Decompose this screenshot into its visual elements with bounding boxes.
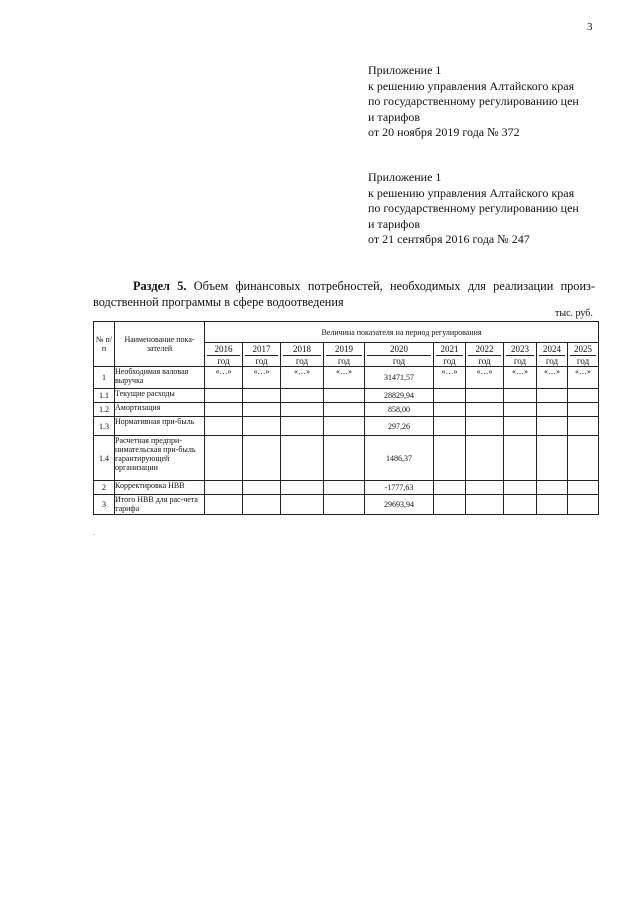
value-empty: [324, 403, 365, 417]
year-header-2018: [281, 343, 324, 367]
table-row: [94, 417, 599, 436]
page-number: 3: [587, 21, 593, 33]
year-unit-label: год: [539, 355, 565, 366]
value-empty: [466, 436, 504, 481]
row-indicator-name: Корректировка НВВ: [115, 481, 205, 495]
period-header: Величина показателя на период регулирования: [205, 322, 599, 343]
value-2020: 858,00: [365, 403, 434, 417]
row-indicator-name: Необходимая валовая выручка: [115, 367, 205, 389]
value-placeholder: «…»: [324, 367, 365, 389]
appendix-line: от 21 сентября 2016 года № 247: [368, 232, 530, 246]
year-label: 2021: [440, 343, 459, 354]
appendix-line: по государственному регулированию цен: [368, 201, 579, 215]
appendix-header-original: [368, 170, 579, 248]
value-empty: [281, 403, 324, 417]
stray-mark: .: [93, 528, 95, 537]
year-header-2021: [434, 343, 466, 367]
value-empty: [434, 436, 466, 481]
year-label: 2022: [475, 343, 494, 354]
financial-needs-table: [93, 321, 599, 515]
value-empty: [568, 495, 599, 515]
appendix-line: по государственному регулированию цен: [368, 94, 579, 108]
year-label: 2020: [390, 343, 408, 354]
year-header-2022: [466, 343, 504, 367]
row-indicator-name: Нормативная при-быль: [115, 417, 205, 436]
value-empty: [205, 495, 243, 515]
value-empty: [281, 389, 324, 403]
year-unit-label: год: [245, 355, 278, 366]
year-header-2025: [568, 343, 599, 367]
year-unit-label: год: [436, 355, 463, 366]
year-unit-label: год: [468, 355, 501, 366]
section-title-continuation: водственной программы в сфере водоотведения: [93, 294, 344, 309]
appendix-line: к решению управления Алтайского края: [368, 185, 575, 200]
value-empty: [243, 403, 281, 417]
value-empty: [434, 481, 466, 495]
table-row: [94, 495, 599, 515]
value-empty: [434, 403, 466, 417]
row-indicator-name: Текущие расходы: [115, 389, 205, 403]
value-empty: [243, 495, 281, 515]
value-empty: [324, 495, 365, 515]
value-empty: [205, 436, 243, 481]
appendix-line: Приложение 1: [368, 170, 442, 184]
table-row: [94, 481, 599, 495]
value-2020: 31471,57: [365, 367, 434, 389]
value-empty: [434, 389, 466, 403]
value-empty: [537, 495, 568, 515]
value-empty: [205, 417, 243, 436]
appendix-line: и тарифов: [368, 216, 421, 231]
value-placeholder: «…»: [243, 367, 281, 389]
value-empty: [537, 417, 568, 436]
appendix-header-current: [368, 63, 579, 141]
value-empty: [281, 436, 324, 481]
value-empty: [568, 403, 599, 417]
value-empty: [205, 389, 243, 403]
value-2020: 1486,37: [365, 436, 434, 481]
value-empty: [281, 481, 324, 495]
value-empty: [324, 436, 365, 481]
value-empty: [537, 389, 568, 403]
row-number: 1.4: [94, 436, 115, 481]
row-indicator-name: Расчетная предпри-нимательская при-быль гарантирующей организации: [115, 436, 205, 481]
year-label: 2019: [335, 343, 353, 354]
appendix-line: к решению управления Алтайского края: [368, 78, 575, 93]
year-unit-label: год: [506, 355, 534, 366]
value-2020: 297,26: [365, 417, 434, 436]
value-2020: -1777,63: [365, 481, 434, 495]
table-row: [94, 403, 599, 417]
year-label: 2017: [252, 343, 271, 354]
value-2020: 28829,94: [365, 389, 434, 403]
year-unit-label: год: [367, 355, 431, 366]
year-header-2023: [504, 343, 537, 367]
table-row: [94, 367, 599, 389]
appendix-line: Приложение 1: [368, 63, 442, 77]
value-empty: [324, 389, 365, 403]
value-empty: [537, 481, 568, 495]
section-label: Раздел 5.: [133, 279, 187, 293]
row-number: 3: [94, 495, 115, 515]
year-unit-label: год: [283, 355, 321, 366]
year-label: 2023: [511, 343, 529, 354]
value-empty: [243, 481, 281, 495]
table-row: [94, 436, 599, 481]
year-label: 2024: [543, 343, 561, 354]
value-empty: [466, 495, 504, 515]
row-number: 2: [94, 481, 115, 495]
appendix-line: от 20 ноября 2019 года № 372: [368, 125, 520, 139]
value-placeholder: «…»: [466, 367, 504, 389]
row-indicator-name: Амортизация: [115, 403, 205, 417]
value-empty: [504, 481, 537, 495]
year-unit-label: год: [326, 355, 362, 366]
value-empty: [243, 436, 281, 481]
value-placeholder: «…»: [281, 367, 324, 389]
table-row: [94, 389, 599, 403]
year-header-2017: [243, 343, 281, 367]
value-empty: [324, 417, 365, 436]
value-placeholder: «…»: [205, 367, 243, 389]
value-empty: [504, 436, 537, 481]
year-label: 2025: [574, 343, 593, 354]
col-name-header: Наименование пока-зателей: [115, 322, 205, 367]
year-label: 2016: [214, 343, 233, 354]
value-empty: [434, 495, 466, 515]
value-empty: [281, 417, 324, 436]
year-header-2024: [537, 343, 568, 367]
value-empty: [568, 417, 599, 436]
year-label: 2018: [293, 343, 311, 354]
value-empty: [434, 417, 466, 436]
value-2020: 29693,94: [365, 495, 434, 515]
section-title: [93, 279, 595, 310]
value-empty: [466, 417, 504, 436]
year-header-2019: [324, 343, 365, 367]
value-empty: [243, 417, 281, 436]
year-header-2020: [365, 343, 434, 367]
value-empty: [504, 495, 537, 515]
value-empty: [537, 403, 568, 417]
appendix-line: и тарифов: [368, 109, 421, 124]
table-body: [94, 367, 599, 515]
value-empty: [504, 417, 537, 436]
value-placeholder: «…»: [504, 367, 537, 389]
value-empty: [243, 389, 281, 403]
value-empty: [205, 481, 243, 495]
year-unit-label: год: [570, 355, 596, 366]
value-empty: [324, 481, 365, 495]
value-empty: [568, 481, 599, 495]
row-indicator-name: Итого НВВ для рас-чета тарифа: [115, 495, 205, 515]
value-placeholder: «…»: [537, 367, 568, 389]
row-number: 1: [94, 367, 115, 389]
value-placeholder: «…»: [568, 367, 599, 389]
value-placeholder: «…»: [434, 367, 466, 389]
year-header-2016: [205, 343, 243, 367]
value-empty: [466, 403, 504, 417]
value-empty: [466, 389, 504, 403]
value-empty: [466, 481, 504, 495]
value-empty: [504, 389, 537, 403]
section-title-text: Объем финансовых потребностей, необходимых для реализации произ-: [193, 279, 595, 293]
value-empty: [568, 436, 599, 481]
col-number-header: № п/п: [94, 322, 115, 367]
value-empty: [504, 403, 537, 417]
value-empty: [537, 436, 568, 481]
value-empty: [281, 495, 324, 515]
value-empty: [568, 389, 599, 403]
value-empty: [205, 403, 243, 417]
units-label: тыс. руб.: [555, 308, 593, 319]
row-number: 1.1: [94, 389, 115, 403]
row-number: 1.2: [94, 403, 115, 417]
row-number: 1.3: [94, 417, 115, 436]
year-unit-label: год: [207, 355, 240, 366]
